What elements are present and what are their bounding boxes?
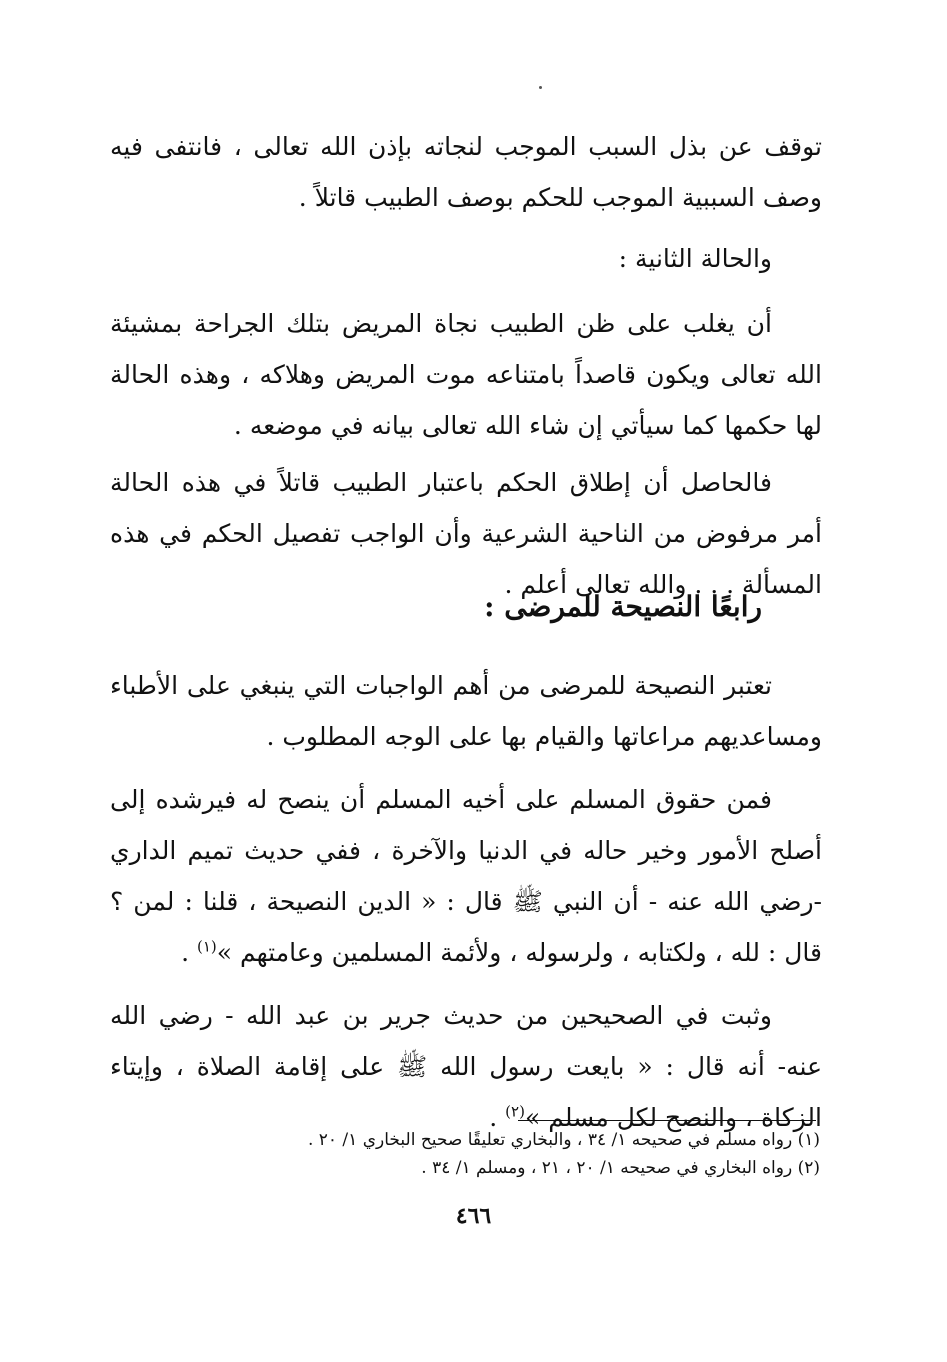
footnotes <box>150 1126 820 1182</box>
paragraph-6 <box>110 774 822 978</box>
paragraph-1: توقف عن بذل السبب الموجب لنجاته بإذن الله تعالى ، فانتفى فيه وصف السببية الموجب للحكم بوصف الطبيب قاتلاً . <box>110 132 822 212</box>
scan-speck <box>539 86 542 89</box>
body-text-top <box>110 121 822 610</box>
paragraph-case-two-label: والحالة الثانية : <box>618 244 772 273</box>
footnote-divider <box>518 1120 816 1121</box>
body-text-bottom <box>110 660 822 1143</box>
footnote-2: (٢) رواه البخاري في صحيحه ١/ ٢٠ ، ٢١ ، ومسلم ١/ ٣٤ . <box>421 1158 820 1178</box>
footnote-ref-2: (٢) <box>505 1102 525 1121</box>
footnote-1: (١) رواه مسلم في صحيحه ١/ ٣٤ ، والبخاري تعليقًا صحيح البخاري ١/ ٢٠ . <box>307 1130 820 1150</box>
paragraph-7-end: . <box>489 1103 506 1132</box>
paragraph-6-end: . <box>181 938 197 967</box>
footnote-ref-1: (١) <box>196 937 217 956</box>
page-number: ٤٦٦ <box>455 1203 492 1229</box>
paragraph-7-text: وثبت في الصحيحين من حديث جرير بن عبد الله - رضي الله عنه- أنه قال : « بايعت رسول الله ﷺ على إقامة الصلاة ، وإيتاء الزكاة ، والنصح لكل مسلم » <box>110 1001 822 1132</box>
paragraph-3: أن يغلب على ظن الطبيب نجاة المريض بتلك الجراحة بمشيئة الله تعالى ويكون قاصداً بامتناعه موت المريض وهلاكه ، وهذه الحالة لها حكمها كما سيأتي إن شاء الله تعالى بيانه في موضعه . <box>110 309 822 440</box>
section-heading: رابعًا النصيحة للمرضى : <box>484 590 762 623</box>
paragraph-4: فالحاصل أن إطلاق الحكم باعتبار الطبيب قاتلاً في هذه الحالة أمر مرفوض من الناحية الشرعية وأن الواجب تفصيل الحكم في هذه المسألة . . . والله تعالى أعلم . <box>110 468 822 599</box>
paragraph-6-text: فمن حقوق المسلم على أخيه المسلم أن ينصح له فيرشده إلى أصلح الأمور وخير حاله في الدنيا والآخرة ، ففي حديث تميم الداري -رضي الله عنه - أن النبي ﷺ قال : « الدين النصيحة ، قلنا : لمن ؟ قال : لله ، ولكتابه ، ولرسوله ، ولأئمة المسلمين وعامتهم » <box>110 785 822 967</box>
paragraph-5: تعتبر النصيحة للمرضى من أهم الواجبات التي ينبغي على الأطباء ومساعديهم مراعاتها والقيام بها على الوجه المطلوب . <box>110 671 822 751</box>
